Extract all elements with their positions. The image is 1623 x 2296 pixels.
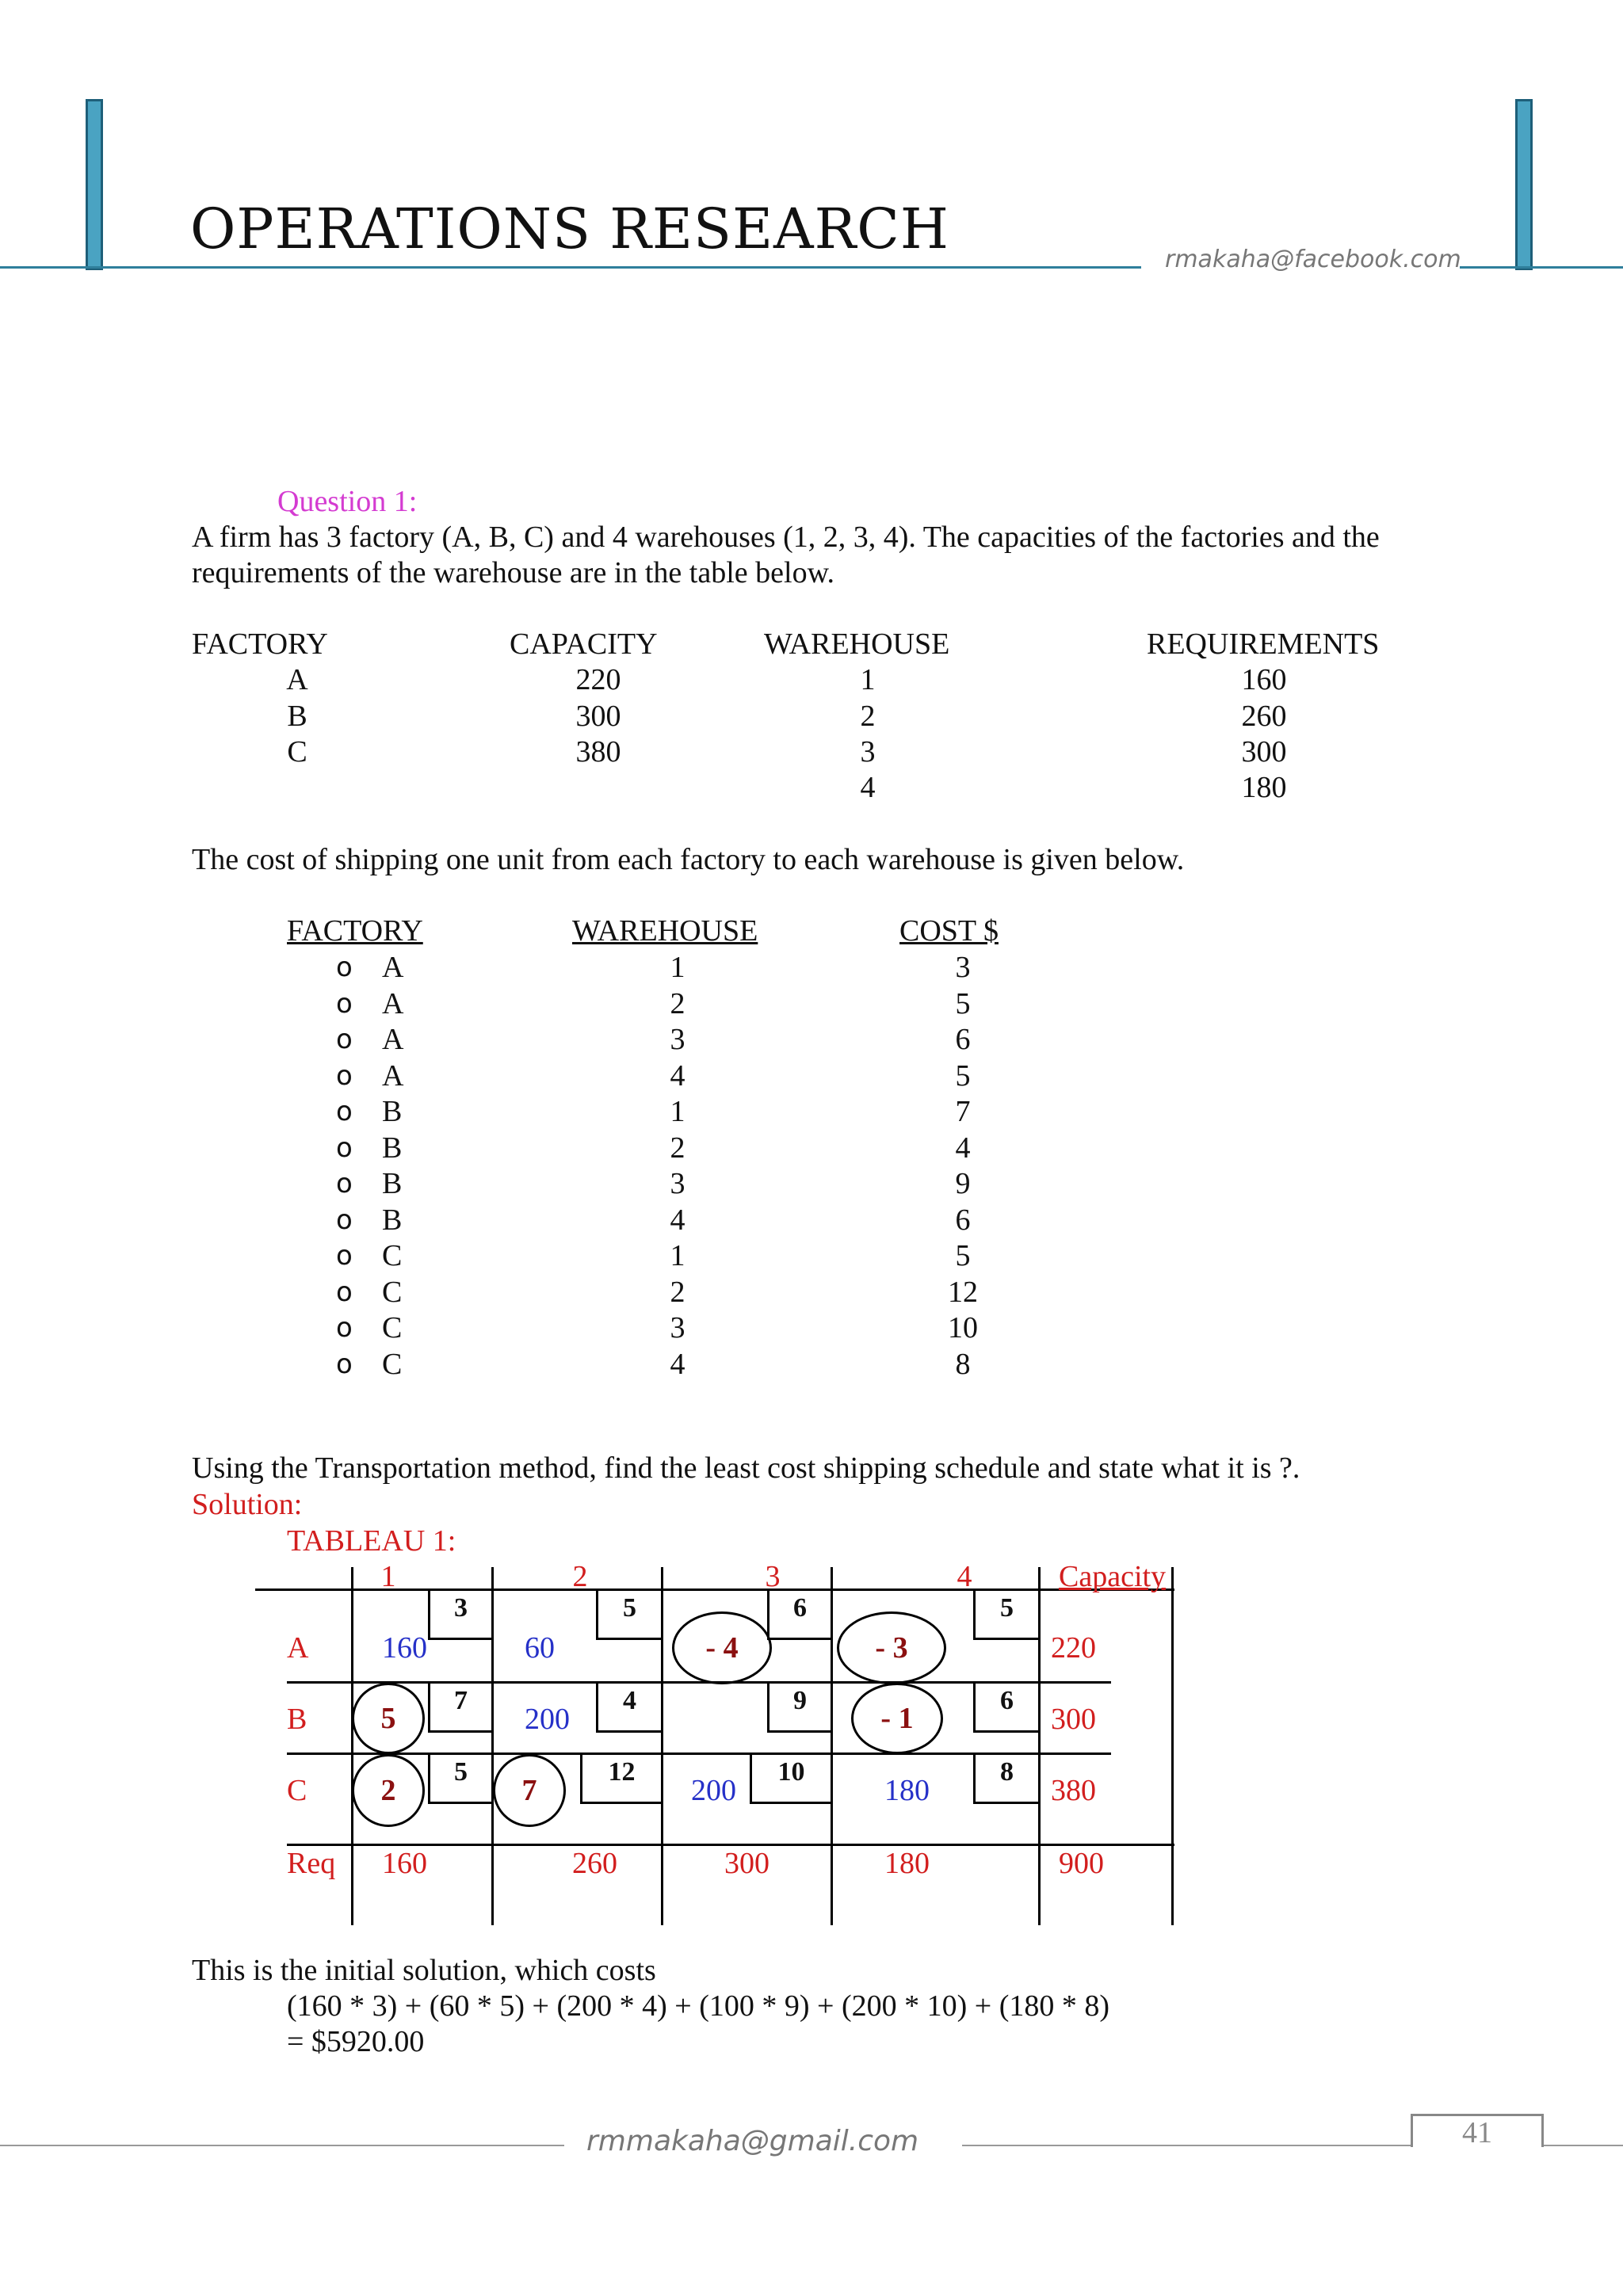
cost-row-factory: C	[382, 1348, 403, 1381]
cost-box: 10	[750, 1755, 831, 1804]
cost-row-warehouse: 2	[670, 1276, 685, 1309]
tableau-row-label: Req	[287, 1847, 336, 1880]
factory-capacity: 220	[575, 663, 621, 696]
cost-header-factory: FACTORY	[287, 914, 423, 948]
cost-row-warehouse: 4	[670, 1348, 685, 1381]
cost-row-factory: B	[382, 1203, 403, 1237]
cost-row-warehouse: 1	[670, 1239, 685, 1272]
tableau-row-label: C	[287, 1774, 307, 1807]
cost-row-factory: B	[382, 1167, 403, 1200]
cost-header-cost: COST $	[899, 914, 999, 948]
cost-intro: The cost of shipping one unit from each factory to each warehouse is given below.	[192, 843, 1185, 876]
cost-box: 5	[428, 1755, 491, 1804]
footer-email: rmmakaha@gmail.com	[586, 2125, 919, 2157]
factory-capacity: 380	[575, 735, 621, 769]
tableau-row-label: B	[287, 1703, 307, 1736]
warehouse-name: 2	[860, 700, 876, 733]
warehouse-name: 3	[860, 735, 876, 769]
page-number: 41	[1462, 2116, 1492, 2149]
warehouse-requirement: 300	[1241, 735, 1287, 769]
cost-row-factory: B	[382, 1095, 403, 1128]
allocation-value: 200	[691, 1774, 736, 1807]
cost-row-warehouse: 4	[670, 1059, 685, 1093]
tableau-row-label: A	[287, 1631, 309, 1665]
cost-row-cost: 9	[955, 1167, 971, 1200]
column-requirement: 260	[572, 1847, 617, 1880]
cost-row-cost: 10	[948, 1311, 978, 1344]
tableau-title: TABLEAU 1:	[287, 1524, 456, 1558]
cost-row-cost: 6	[955, 1023, 971, 1056]
cost-row-cost: 7	[955, 1095, 971, 1128]
footer-rule-left	[0, 2145, 564, 2146]
header-rule-right	[1460, 266, 1623, 269]
factory-name: C	[287, 735, 307, 769]
list-bullet-icon: o	[336, 1240, 353, 1272]
evaluation-circle: 5	[352, 1683, 425, 1754]
allocation-value: 180	[884, 1774, 930, 1807]
header-contact: rmakaha@facebook.com	[1165, 246, 1461, 273]
factory-name: A	[286, 663, 308, 696]
row-capacity: 220	[1051, 1631, 1096, 1665]
footer-rule-end	[1544, 2145, 1623, 2146]
header-capacity: CAPACITY	[510, 627, 658, 661]
cost-row-cost: 5	[955, 987, 971, 1020]
evaluation-circle: 7	[493, 1754, 566, 1827]
header-requirements: REQUIREMENTS	[1147, 627, 1380, 661]
cost-row-factory: A	[382, 1059, 404, 1093]
tableau-col-header: 1	[380, 1560, 396, 1593]
initial-solution-text: This is the initial solution, which costs	[192, 1954, 656, 1987]
tableau-col-header: 2	[572, 1560, 588, 1593]
cost-row-factory: A	[382, 951, 404, 984]
tableau-vline	[491, 1567, 494, 1925]
cost-row-factory: A	[382, 987, 404, 1020]
cost-row-cost: 5	[955, 1239, 971, 1272]
header-left-bar	[86, 99, 103, 270]
tableau-hline	[287, 1844, 1174, 1846]
warehouse-requirement: 180	[1241, 771, 1287, 804]
cost-row-warehouse: 2	[670, 1131, 685, 1165]
tableau-vline	[831, 1567, 833, 1925]
cost-row-warehouse: 1	[670, 1095, 685, 1128]
row-capacity: 380	[1051, 1774, 1096, 1807]
tableau-vline	[351, 1567, 353, 1925]
column-requirement: 180	[884, 1847, 930, 1880]
cost-row-cost: 4	[955, 1131, 971, 1165]
header-warehouse: WAREHOUSE	[764, 627, 950, 661]
warehouse-requirement: 260	[1241, 700, 1287, 733]
footer-rule-right	[962, 2145, 1411, 2146]
cost-row-factory: C	[382, 1311, 403, 1344]
tableau-col-header: 4	[957, 1560, 972, 1593]
header-rule-left	[0, 266, 1141, 269]
cost-row-factory: C	[382, 1239, 403, 1272]
tableau-col-header-capacity: Capacity	[1059, 1560, 1167, 1593]
list-bullet-icon: o	[336, 952, 353, 983]
warehouse-name: 1	[860, 663, 876, 696]
cost-row-cost: 6	[955, 1203, 971, 1237]
cost-row-cost: 8	[955, 1348, 971, 1381]
cost-box: 8	[973, 1755, 1038, 1804]
list-bullet-icon: o	[336, 1348, 353, 1380]
factory-capacity: 300	[575, 700, 621, 733]
cost-box: 9	[767, 1684, 831, 1733]
cost-row-cost: 3	[955, 951, 971, 984]
list-bullet-icon: o	[336, 1132, 353, 1164]
cost-row-warehouse: 2	[670, 987, 685, 1020]
solution-label: Solution:	[192, 1488, 303, 1521]
question-text-1: A firm has 3 factory (A, B, C) and 4 warehouses (1, 2, 3, 4). The capacities of the factories and the	[192, 521, 1380, 554]
cost-box: 6	[767, 1591, 831, 1640]
cost-box: 4	[596, 1684, 661, 1733]
cost-row-warehouse: 4	[670, 1203, 685, 1237]
tableau-vline	[1038, 1567, 1041, 1925]
initial-solution-total: = $5920.00	[287, 2025, 425, 2058]
allocation-value: 200	[525, 1703, 570, 1736]
cost-box: 7	[428, 1684, 491, 1733]
question-text-2: requirements of the warehouse are in the table below.	[192, 556, 835, 589]
cost-box: 5	[973, 1591, 1038, 1640]
list-bullet-icon: o	[336, 1024, 353, 1055]
warehouse-requirement: 160	[1241, 663, 1287, 696]
column-requirement: 160	[382, 1847, 427, 1880]
total-requirement: 900	[1059, 1847, 1104, 1880]
evaluation-circle: - 3	[837, 1611, 946, 1684]
tableau-vline	[661, 1567, 663, 1925]
evaluation-circle: 2	[352, 1754, 425, 1827]
cost-row-warehouse: 1	[670, 951, 685, 984]
cost-box: 6	[973, 1684, 1038, 1733]
cost-box: 3	[428, 1591, 491, 1640]
cost-row-warehouse: 3	[670, 1023, 685, 1056]
cost-row-cost: 5	[955, 1059, 971, 1093]
list-bullet-icon: o	[336, 1096, 353, 1127]
factory-name: B	[287, 700, 307, 733]
cost-header-warehouse: WAREHOUSE	[572, 914, 758, 948]
cost-row-factory: B	[382, 1131, 403, 1165]
question-label: Question 1:	[277, 485, 418, 518]
cost-row-warehouse: 3	[670, 1311, 685, 1344]
page-title: OPERATIONS RESEARCH	[190, 196, 949, 261]
tableau-vline	[1171, 1567, 1174, 1925]
list-bullet-icon: o	[336, 1060, 353, 1092]
cost-row-factory: A	[382, 1023, 404, 1056]
cost-box: 5	[596, 1591, 661, 1640]
cost-row-warehouse: 3	[670, 1167, 685, 1200]
tableau-col-header: 3	[765, 1560, 781, 1593]
initial-solution-formula: (160 * 3) + (60 * 5) + (200 * 4) + (100 * 9) + (200 * 10) + (180 * 8)	[287, 1989, 1110, 2023]
cost-row-cost: 12	[948, 1276, 978, 1309]
list-bullet-icon: o	[336, 1204, 353, 1236]
list-bullet-icon: o	[336, 1168, 353, 1199]
column-requirement: 300	[724, 1847, 769, 1880]
allocation-value: 160	[382, 1631, 427, 1665]
header-right-bar	[1515, 99, 1533, 270]
cost-box: 12	[580, 1755, 661, 1804]
evaluation-circle: - 1	[851, 1683, 943, 1754]
list-bullet-icon: o	[336, 1312, 353, 1344]
cost-row-factory: C	[382, 1276, 403, 1309]
warehouse-name: 4	[860, 771, 876, 804]
header-factory: FACTORY	[192, 627, 328, 661]
evaluation-circle: - 4	[672, 1611, 772, 1684]
allocation-value: 60	[525, 1631, 555, 1665]
list-bullet-icon: o	[336, 1276, 353, 1308]
list-bullet-icon: o	[336, 988, 353, 1020]
row-capacity: 300	[1051, 1703, 1096, 1736]
task-text: Using the Transportation method, find the least cost shipping schedule and state what it is ?.	[192, 1451, 1300, 1485]
